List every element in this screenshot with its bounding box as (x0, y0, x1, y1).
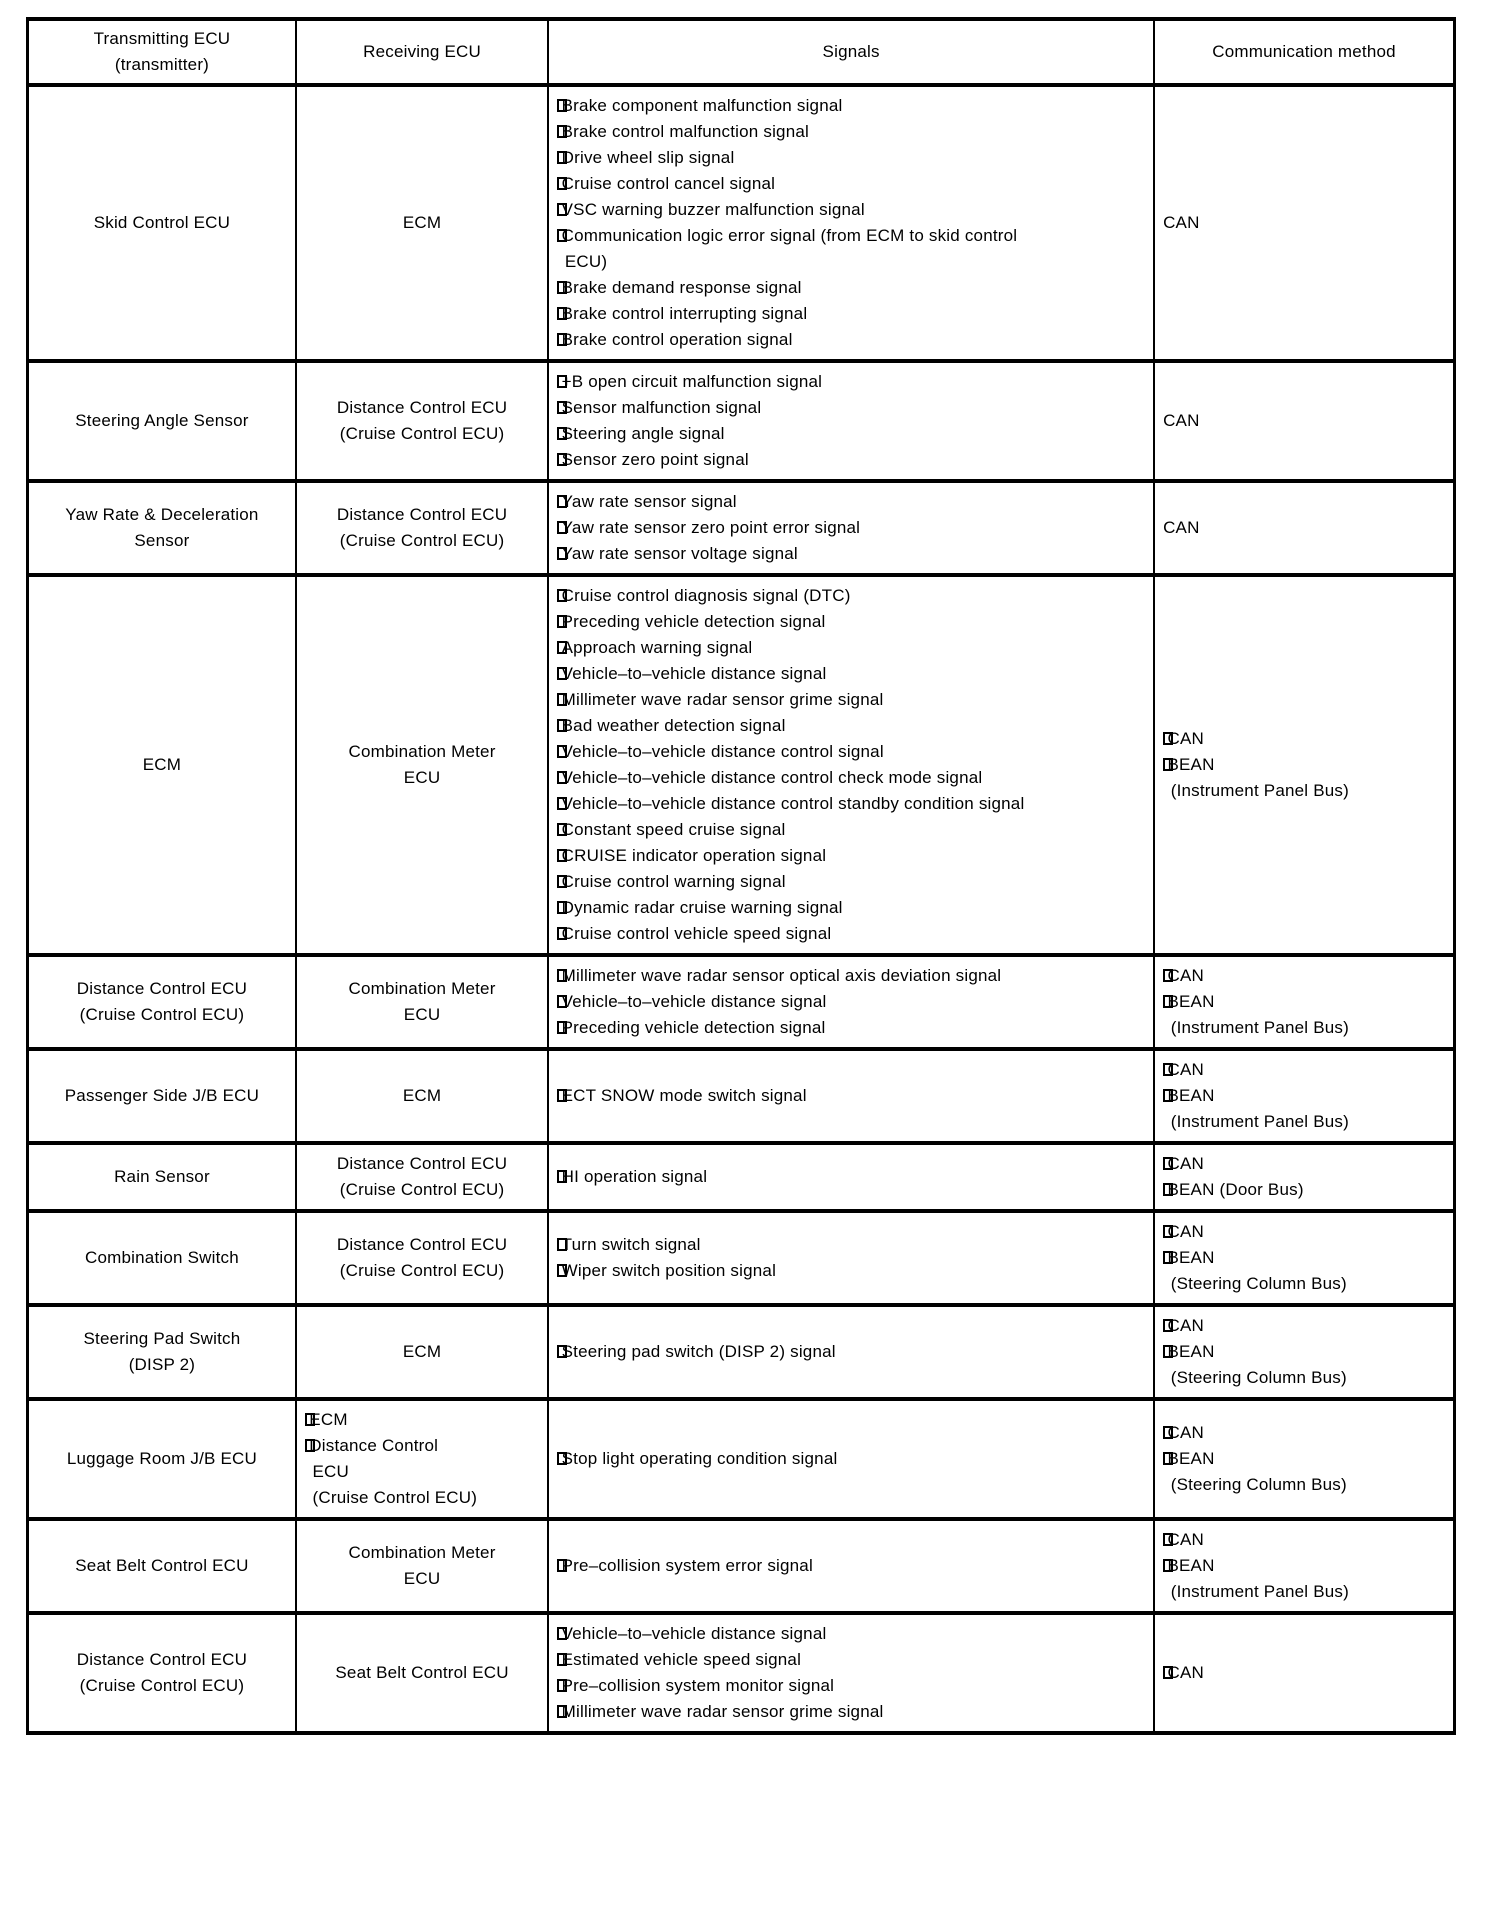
receiving-ecu-list (305, 1407, 539, 1511)
header-row (28, 19, 1455, 85)
communication-method-cell (1154, 1211, 1454, 1305)
list-item-text: Brake control malfunction signal (561, 122, 809, 141)
list-item-text: Wiper switch position signal (561, 1261, 777, 1280)
list-item (1163, 726, 1445, 752)
list-item-text: BEAN (Steering Column Bus) (1167, 1449, 1347, 1494)
transmitting-ecu-cell: Combination Switch (28, 1211, 296, 1305)
receiving-ecu-cell: ECM (296, 85, 548, 361)
list-item (557, 713, 1145, 739)
list-item (1163, 1420, 1445, 1446)
list-item (557, 541, 1145, 567)
list-item-text: Vehicle–to–vehicle distance signal (561, 1624, 827, 1643)
list-item (1163, 1083, 1445, 1135)
receiving-ecu-cell (296, 1399, 548, 1519)
communication-method-list (1163, 1151, 1445, 1203)
list-item (557, 635, 1145, 661)
receiving-ecu-cell: ECM (296, 1049, 548, 1143)
transmitting-ecu-cell: Skid Control ECU (28, 85, 296, 361)
list-item (1163, 1313, 1445, 1339)
list-item (557, 687, 1145, 713)
transmitting-ecu-cell: Distance Control ECU (Cruise Control ECU) (28, 955, 296, 1049)
list-item (1163, 1660, 1445, 1686)
transmitting-ecu-cell: Rain Sensor (28, 1143, 296, 1211)
communication-method-cell: CAN (1154, 85, 1454, 361)
list-item-text: Approach warning signal (561, 638, 753, 657)
list-item (1163, 1446, 1445, 1498)
list-item (557, 1164, 1145, 1190)
list-item-text: Brake control operation signal (561, 330, 793, 349)
list-item (557, 1553, 1145, 1579)
communication-method-list (1163, 963, 1445, 1041)
table-row (28, 481, 1455, 575)
transmitting-ecu-cell: ECM (28, 575, 296, 955)
list-item (1163, 989, 1445, 1041)
list-item-text: ECM (309, 1410, 348, 1429)
list-item-text: Dynamic radar cruise warning signal (561, 898, 843, 917)
list-item-text: Vehicle–to–vehicle distance signal (561, 664, 827, 683)
communication-method-cell: CAN (1154, 481, 1454, 575)
list-item-text: Pre–collision system error signal (561, 1556, 813, 1575)
communication-method-list (1163, 1660, 1445, 1686)
receiving-ecu-cell: Combination Meter ECU (296, 575, 548, 955)
receiving-ecu-cell: Distance Control ECU (Cruise Control ECU) (296, 1143, 548, 1211)
list-item-text: Preceding vehicle detection signal (561, 1018, 826, 1037)
list-item-text: Bad weather detection signal (561, 716, 786, 735)
signals-list (557, 1339, 1145, 1365)
list-item (557, 1015, 1145, 1041)
communication-method-list (1163, 1527, 1445, 1605)
transmitting-ecu-cell: Luggage Room J/B ECU (28, 1399, 296, 1519)
header-communication-method: Communication method (1154, 19, 1454, 85)
list-item-text: Yaw rate sensor voltage signal (561, 544, 798, 563)
table-body (28, 85, 1455, 1733)
list-item-text: Yaw rate sensor signal (561, 492, 737, 511)
list-item-text: Communication logic error signal (from ECM to skid control ECU) (561, 226, 1018, 271)
header-receiving-ecu: Receiving ECU (296, 19, 548, 85)
transmitting-ecu-cell: Seat Belt Control ECU (28, 1519, 296, 1613)
list-item-text: Vehicle–to–vehicle distance control signal (561, 742, 884, 761)
list-item-text: CAN (1167, 1060, 1204, 1079)
list-item-text: +B open circuit malfunction signal (561, 372, 823, 391)
list-item (557, 1647, 1145, 1673)
list-item (557, 275, 1145, 301)
communication-method-list (1163, 1420, 1445, 1498)
table-row (28, 1305, 1455, 1399)
list-item (557, 963, 1145, 989)
transmitting-ecu-cell: Yaw Rate & Deceleration Sensor (28, 481, 296, 575)
list-item (557, 989, 1145, 1015)
list-item-text: CAN (1167, 1222, 1204, 1241)
transmitting-ecu-cell: Distance Control ECU (Cruise Control ECU) (28, 1613, 296, 1733)
list-item-text: BEAN (Steering Column Bus) (1167, 1248, 1347, 1293)
list-item-text: CAN (1167, 1316, 1204, 1335)
list-item (557, 921, 1145, 947)
receiving-ecu-cell: Distance Control ECU (Cruise Control ECU) (296, 1211, 548, 1305)
list-item (557, 661, 1145, 687)
list-item-text: Vehicle–to–vehicle distance control check mode signal (561, 768, 983, 787)
list-item-text: Turn switch signal (561, 1235, 701, 1254)
transmitting-ecu-cell: Steering Pad Switch (DISP 2) (28, 1305, 296, 1399)
list-item (1163, 1339, 1445, 1391)
communication-method-cell (1154, 1049, 1454, 1143)
list-item (557, 843, 1145, 869)
list-item (557, 1673, 1145, 1699)
list-item-text: Millimeter wave radar sensor grime signal (561, 1702, 884, 1721)
communication-method-cell (1154, 1519, 1454, 1613)
list-item (557, 421, 1145, 447)
header-signals: Signals (548, 19, 1154, 85)
list-item-text: Cruise control diagnosis signal (DTC) (561, 586, 851, 605)
list-item-text: VSC warning buzzer malfunction signal (561, 200, 865, 219)
signals-cell (548, 1049, 1154, 1143)
list-item-text: Drive wheel slip signal (561, 148, 735, 167)
receiving-ecu-cell: Distance Control ECU (Cruise Control ECU) (296, 481, 548, 575)
list-item-text: Millimeter wave radar sensor optical axis deviation signal (561, 966, 1002, 985)
communication-method-cell (1154, 1143, 1454, 1211)
list-item-text: Estimated vehicle speed signal (561, 1650, 802, 1669)
list-item-text: BEAN (Door Bus) (1167, 1180, 1304, 1199)
signals-cell (548, 361, 1154, 481)
list-item (557, 609, 1145, 635)
table-row (28, 1613, 1455, 1733)
list-item (1163, 1177, 1445, 1203)
list-item-text: Brake component malfunction signal (561, 96, 843, 115)
list-item-text: BEAN (Instrument Panel Bus) (1167, 755, 1349, 800)
signals-cell (548, 1613, 1154, 1733)
signals-list (557, 93, 1145, 353)
list-item (557, 197, 1145, 223)
list-item-text: Vehicle–to–vehicle distance signal (561, 992, 827, 1011)
header-transmitting-ecu: Transmitting ECU (transmitter) (28, 19, 296, 85)
signals-list (557, 963, 1145, 1041)
signals-list (557, 369, 1145, 473)
list-item (557, 817, 1145, 843)
list-item-text: BEAN (Instrument Panel Bus) (1167, 1086, 1349, 1131)
signals-list (557, 1164, 1145, 1190)
list-item-text: Brake demand response signal (561, 278, 802, 297)
list-item (1163, 1553, 1445, 1605)
list-item-text: CAN (1167, 1663, 1204, 1682)
list-item-text: BEAN (Instrument Panel Bus) (1167, 1556, 1349, 1601)
receiving-ecu-cell: Combination Meter ECU (296, 955, 548, 1049)
list-item (1163, 1057, 1445, 1083)
list-item (557, 223, 1145, 275)
transmitting-ecu-cell: Steering Angle Sensor (28, 361, 296, 481)
list-item (305, 1433, 539, 1511)
list-item-text: Yaw rate sensor zero point error signal (561, 518, 861, 537)
list-item-text: BEAN (Steering Column Bus) (1167, 1342, 1347, 1387)
list-item (557, 1258, 1145, 1284)
signals-cell (548, 1399, 1154, 1519)
receiving-ecu-cell: Distance Control ECU (Cruise Control ECU) (296, 361, 548, 481)
table-header (28, 19, 1455, 85)
list-item-text: Constant speed cruise signal (561, 820, 786, 839)
signals-list (557, 489, 1145, 567)
receiving-ecu-cell: ECM (296, 1305, 548, 1399)
list-item (1163, 1245, 1445, 1297)
table-row (28, 1049, 1455, 1143)
list-item-text: CAN (1167, 966, 1204, 985)
table-row (28, 1399, 1455, 1519)
table-row (28, 1519, 1455, 1613)
communication-method-list (1163, 1219, 1445, 1297)
table-row (28, 85, 1455, 361)
signals-list (557, 583, 1145, 947)
signals-cell (548, 1143, 1154, 1211)
signals-cell (548, 1211, 1154, 1305)
list-item (557, 739, 1145, 765)
signals-list (557, 1446, 1145, 1472)
list-item-text: Vehicle–to–vehicle distance control standby condition signal (561, 794, 1025, 813)
list-item (1163, 752, 1445, 804)
signals-cell (548, 481, 1154, 575)
list-item-text: Sensor malfunction signal (561, 398, 762, 417)
receiving-ecu-cell: Seat Belt Control ECU (296, 1613, 548, 1733)
list-item-text: Millimeter wave radar sensor grime signal (561, 690, 884, 709)
list-item-text: BEAN (Instrument Panel Bus) (1167, 992, 1349, 1037)
list-item (557, 145, 1145, 171)
list-item (557, 515, 1145, 541)
signals-list (557, 1083, 1145, 1109)
list-item-text: Distance Control ECU (Cruise Control ECU) (309, 1436, 478, 1507)
communication-method-cell (1154, 575, 1454, 955)
receiving-ecu-cell: Combination Meter ECU (296, 1519, 548, 1613)
communication-method-cell: CAN (1154, 361, 1454, 481)
signals-cell (548, 1305, 1154, 1399)
table-row (28, 361, 1455, 481)
list-item-text: Steering angle signal (561, 424, 725, 443)
ecu-communication-table (26, 17, 1456, 1735)
list-item (1163, 963, 1445, 989)
list-item (557, 583, 1145, 609)
signals-list (557, 1232, 1145, 1284)
transmitting-ecu-cell: Passenger Side J/B ECU (28, 1049, 296, 1143)
signals-cell (548, 955, 1154, 1049)
list-item-text: Sensor zero point signal (561, 450, 749, 469)
list-item-text: Preceding vehicle detection signal (561, 612, 826, 631)
signals-list (557, 1553, 1145, 1579)
list-item (557, 765, 1145, 791)
list-item (557, 1083, 1145, 1109)
list-item-text: Steering pad switch (DISP 2) signal (561, 1342, 836, 1361)
list-item (557, 869, 1145, 895)
communication-method-cell (1154, 1305, 1454, 1399)
list-item-text: CRUISE indicator operation signal (561, 846, 827, 865)
list-item (1163, 1151, 1445, 1177)
list-item (557, 1446, 1145, 1472)
communication-method-list (1163, 1057, 1445, 1135)
list-item-text: Brake control interrupting signal (561, 304, 808, 323)
signals-cell (548, 85, 1154, 361)
list-item-text: Pre–collision system monitor signal (561, 1676, 835, 1695)
list-item (557, 119, 1145, 145)
list-item (557, 447, 1145, 473)
list-item (557, 395, 1145, 421)
signals-list (557, 1621, 1145, 1725)
list-item-text: CAN (1167, 1423, 1204, 1442)
list-item (557, 1699, 1145, 1725)
list-item-text: Cruise control warning signal (561, 872, 786, 891)
list-item (305, 1407, 539, 1433)
list-item-text: CAN (1167, 1154, 1204, 1173)
list-item (557, 1621, 1145, 1647)
list-item-text: HI operation signal (561, 1167, 708, 1186)
communication-method-list (1163, 1313, 1445, 1391)
list-item (557, 171, 1145, 197)
table-row (28, 575, 1455, 955)
signals-cell (548, 1519, 1154, 1613)
list-item (557, 489, 1145, 515)
list-item (557, 895, 1145, 921)
list-item (557, 301, 1145, 327)
communication-method-cell (1154, 955, 1454, 1049)
list-item (1163, 1219, 1445, 1245)
list-item (557, 1232, 1145, 1258)
table-row (28, 1143, 1455, 1211)
communication-method-cell (1154, 1399, 1454, 1519)
list-item (557, 327, 1145, 353)
list-item (557, 93, 1145, 119)
table-row (28, 1211, 1455, 1305)
list-item (557, 1339, 1145, 1365)
list-item-text: CAN (1167, 729, 1204, 748)
signals-cell (548, 575, 1154, 955)
list-item-text: ECT SNOW mode switch signal (561, 1086, 807, 1105)
table-row (28, 955, 1455, 1049)
list-item-text: Stop light operating condition signal (561, 1449, 838, 1468)
list-item-text: Cruise control vehicle speed signal (561, 924, 832, 943)
list-item-text: Cruise control cancel signal (561, 174, 776, 193)
communication-method-list (1163, 726, 1445, 804)
list-item-text: CAN (1167, 1530, 1204, 1549)
list-item (1163, 1527, 1445, 1553)
communication-method-cell (1154, 1613, 1454, 1733)
list-item (557, 369, 1145, 395)
list-item (557, 791, 1145, 817)
